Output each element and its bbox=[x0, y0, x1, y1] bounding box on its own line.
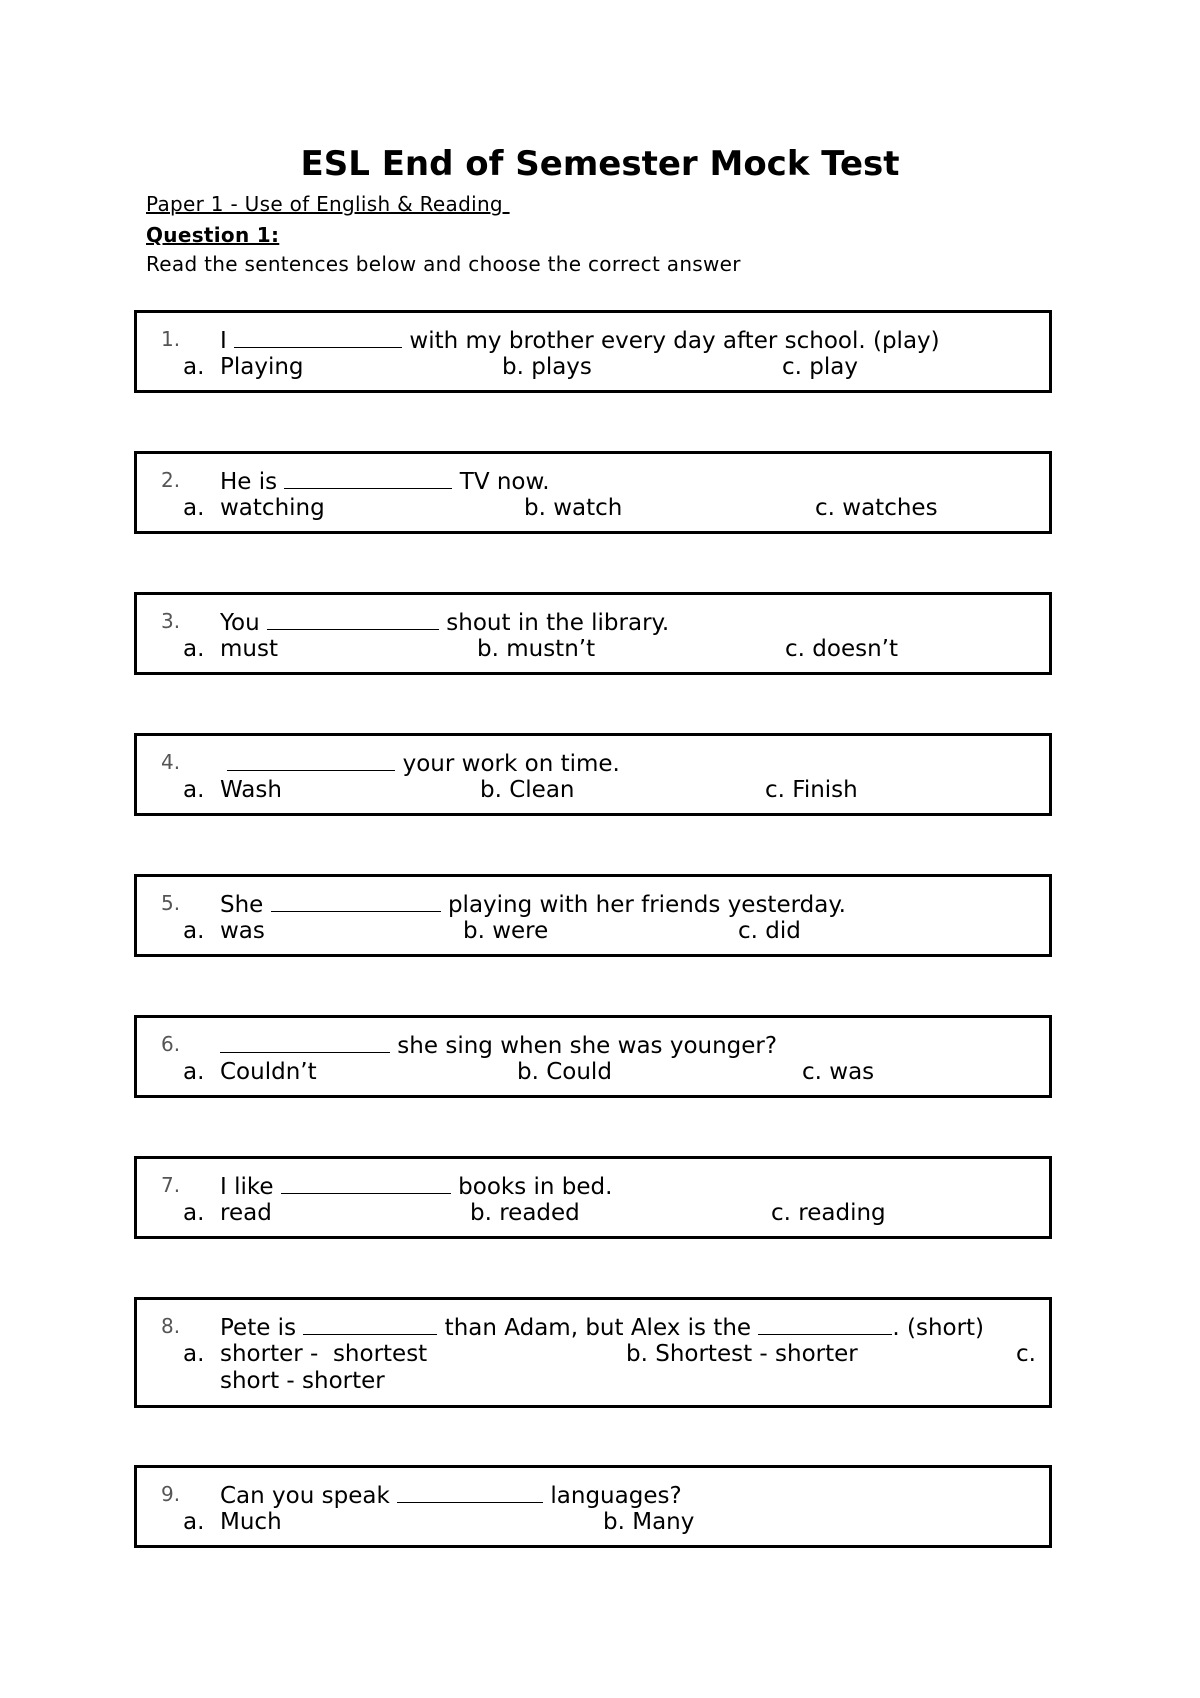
answer-blank[interactable] bbox=[397, 1480, 543, 1503]
option-a-marker: a. bbox=[183, 1341, 205, 1367]
question-number: 7. bbox=[161, 1173, 181, 1197]
question-box-5 bbox=[134, 874, 1052, 957]
answer-blank[interactable] bbox=[220, 1030, 390, 1053]
option-b[interactable]: b. Shortest - shorter bbox=[626, 1341, 858, 1367]
option-a[interactable]: must bbox=[220, 636, 278, 662]
option-a[interactable]: was bbox=[220, 918, 265, 944]
option-b[interactable]: b. Many bbox=[603, 1509, 695, 1535]
question-box-3 bbox=[134, 592, 1052, 675]
answer-blank[interactable] bbox=[281, 1171, 451, 1194]
question-box-1 bbox=[134, 310, 1052, 393]
stem-text: Pete is bbox=[220, 1315, 304, 1341]
question-number: 5. bbox=[161, 891, 181, 915]
question-number: 4. bbox=[161, 750, 181, 774]
question-number: 1. bbox=[161, 327, 181, 351]
option-a[interactable]: Much bbox=[220, 1509, 282, 1535]
question-number: 8. bbox=[161, 1314, 181, 1338]
option-a-marker: a. bbox=[183, 495, 205, 521]
option-c[interactable]: c. reading bbox=[771, 1200, 886, 1226]
question-box-9 bbox=[134, 1465, 1052, 1548]
stem-text: She bbox=[220, 892, 271, 918]
option-a[interactable]: Wash bbox=[220, 777, 282, 803]
stem-text: shout in the library. bbox=[438, 610, 670, 636]
answer-blank[interactable] bbox=[271, 889, 441, 912]
stem-text: I like bbox=[220, 1174, 281, 1200]
answer-blank[interactable] bbox=[284, 466, 452, 489]
option-a[interactable]: read bbox=[220, 1200, 272, 1226]
option-a-marker: a. bbox=[183, 777, 205, 803]
question-stem bbox=[220, 1030, 777, 1060]
option-a[interactable]: Playing bbox=[220, 354, 304, 380]
option-a[interactable]: Couldn’t bbox=[220, 1059, 317, 1085]
question-stem bbox=[220, 325, 940, 355]
option-b[interactable]: b. watch bbox=[524, 495, 623, 521]
question-box-4 bbox=[134, 733, 1052, 816]
option-c[interactable]: short - shorter bbox=[220, 1368, 385, 1394]
option-c[interactable]: c. play bbox=[782, 354, 858, 380]
question-stem bbox=[220, 748, 620, 778]
question-stem bbox=[220, 1312, 984, 1342]
stem-text bbox=[220, 751, 227, 777]
stem-text: with my brother every day after school. (play) bbox=[402, 328, 940, 354]
question-box-7 bbox=[134, 1156, 1052, 1239]
option-b[interactable]: b. were bbox=[463, 918, 549, 944]
page-title: ESL End of Semester Mock Test bbox=[300, 144, 900, 184]
option-c[interactable]: c. doesn’t bbox=[785, 636, 898, 662]
answer-blank[interactable] bbox=[303, 1312, 437, 1335]
option-b[interactable]: b. readed bbox=[470, 1200, 580, 1226]
question-number: 6. bbox=[161, 1032, 181, 1056]
question-stem bbox=[220, 1480, 682, 1510]
stem-text: languages? bbox=[543, 1483, 682, 1509]
option-a-marker: a. bbox=[183, 918, 205, 944]
option-b[interactable]: b. Could bbox=[517, 1059, 612, 1085]
question-number: 3. bbox=[161, 609, 181, 633]
option-a[interactable]: shorter - shortest bbox=[220, 1341, 428, 1367]
stem-text: than Adam, but Alex is the bbox=[437, 1315, 759, 1341]
stem-text: Can you speak bbox=[220, 1483, 398, 1509]
stem-text: your work on time. bbox=[395, 751, 620, 777]
option-a-marker: a. bbox=[183, 1509, 205, 1535]
answer-blank[interactable] bbox=[267, 607, 439, 630]
option-a-marker: a. bbox=[183, 1200, 205, 1226]
option-c[interactable]: c. watches bbox=[815, 495, 938, 521]
stem-text: TV now. bbox=[452, 469, 550, 495]
question-box-2 bbox=[134, 451, 1052, 534]
option-a-marker: a. bbox=[183, 636, 205, 662]
answer-blank[interactable] bbox=[758, 1312, 892, 1335]
stem-text: she sing when she was younger? bbox=[390, 1033, 778, 1059]
question-label: Question 1: bbox=[146, 223, 280, 247]
paper-heading: Paper 1 - Use of English & Reading bbox=[146, 192, 510, 216]
question-box-8 bbox=[134, 1297, 1052, 1408]
question-stem bbox=[220, 1171, 612, 1201]
option-b[interactable]: b. plays bbox=[502, 354, 592, 380]
stem-text: I bbox=[220, 328, 235, 354]
option-c[interactable]: c. was bbox=[802, 1059, 875, 1085]
option-b[interactable]: b. Clean bbox=[480, 777, 575, 803]
option-b[interactable]: b. mustn’t bbox=[477, 636, 596, 662]
stem-text: books in bed. bbox=[450, 1174, 613, 1200]
question-stem bbox=[220, 889, 846, 919]
question-stem bbox=[220, 466, 550, 496]
answer-blank[interactable] bbox=[234, 325, 402, 348]
stem-text: He is bbox=[220, 469, 285, 495]
option-c[interactable]: c. Finish bbox=[765, 777, 858, 803]
question-number: 9. bbox=[161, 1482, 181, 1506]
stem-text: You bbox=[220, 610, 267, 636]
option-c-marker[interactable]: c. bbox=[1016, 1341, 1036, 1367]
answer-blank[interactable] bbox=[227, 748, 395, 771]
question-stem bbox=[220, 607, 669, 637]
stem-text: playing with her friends yesterday. bbox=[440, 892, 846, 918]
question-number: 2. bbox=[161, 468, 181, 492]
instruction-text: Read the sentences below and choose the correct answer bbox=[146, 252, 741, 276]
option-a[interactable]: watching bbox=[220, 495, 325, 521]
stem-text: . (short) bbox=[892, 1315, 985, 1341]
question-box-6 bbox=[134, 1015, 1052, 1098]
option-c[interactable]: c. did bbox=[738, 918, 801, 944]
option-a-marker: a. bbox=[183, 1059, 205, 1085]
option-a-marker: a. bbox=[183, 354, 205, 380]
